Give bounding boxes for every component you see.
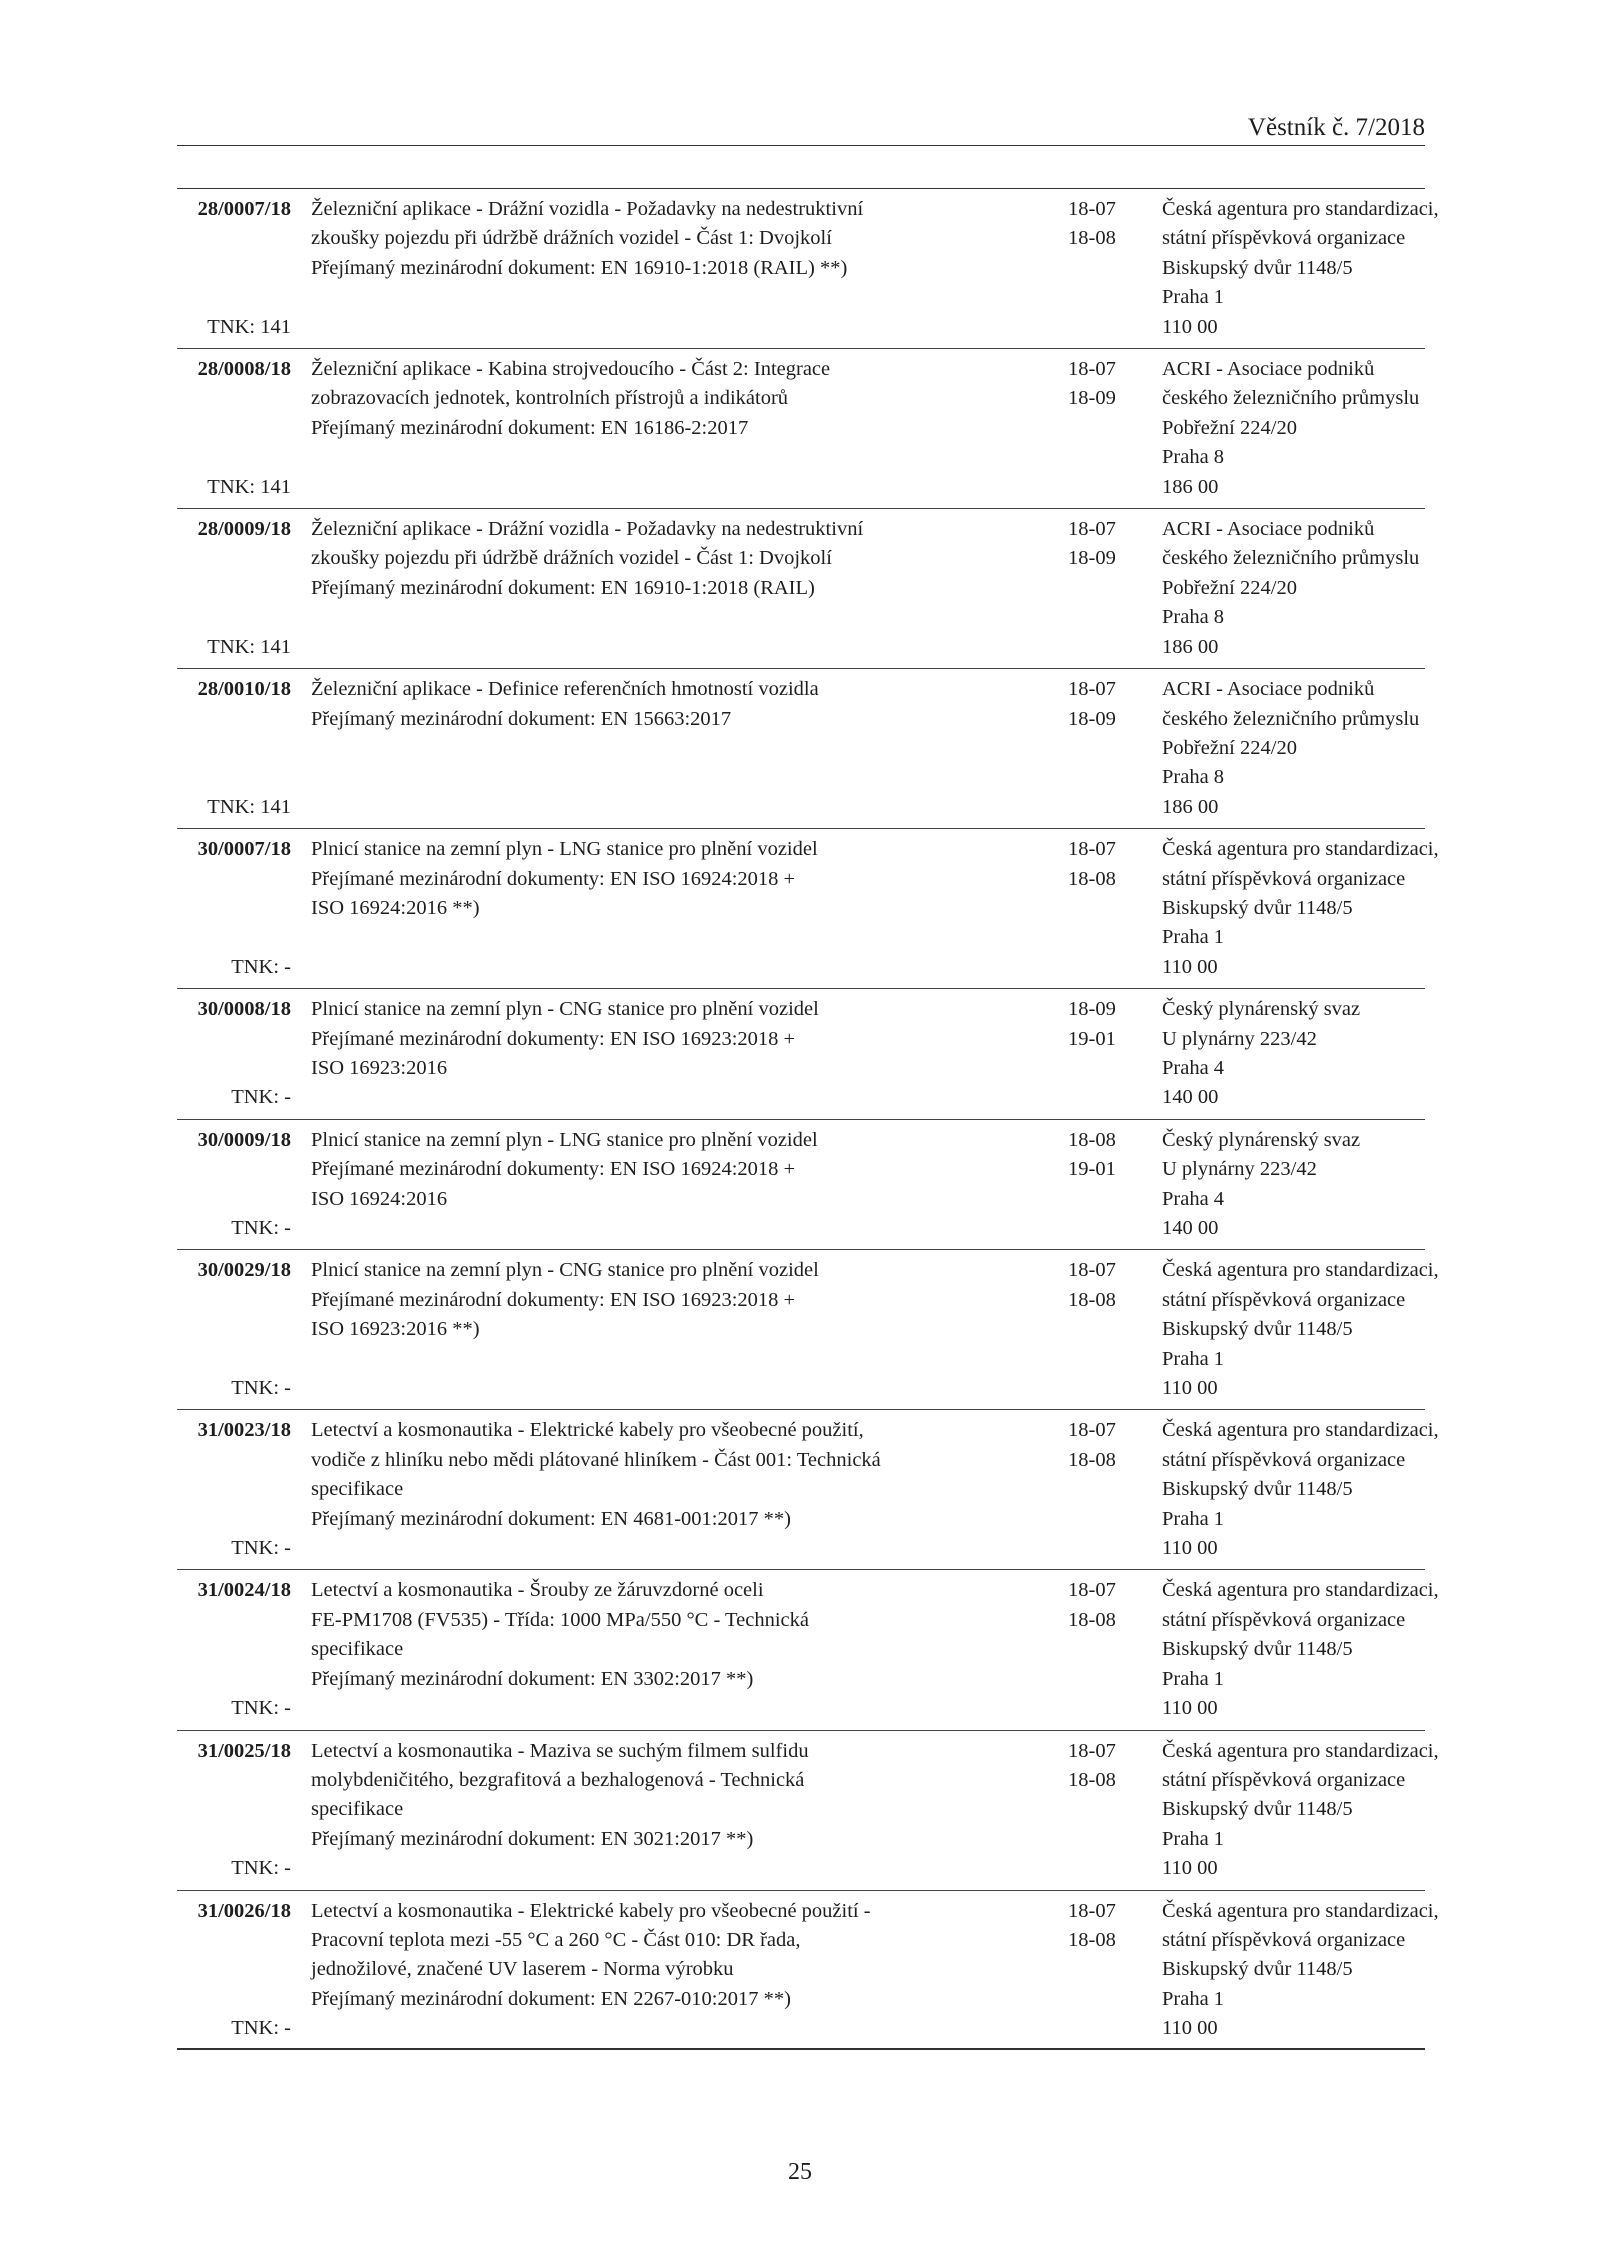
record-title-line: Přejímané mezinárodní dokumenty: EN ISO 16923:2018 + — [311, 1027, 796, 1050]
record-org-line: Praha 8 — [1162, 766, 1225, 789]
record-org-line: státní příspěvková organizace — [1162, 1448, 1406, 1471]
record-org-line: Pobřežní 224/20 — [1162, 736, 1297, 759]
record-org-line: státní příspěvková organizace — [1162, 867, 1406, 890]
record-org-line: 110 00 — [1162, 1697, 1218, 1720]
record-date: 18-08 — [1068, 227, 1116, 250]
page-header — [177, 114, 1425, 146]
record-title-line: ISO 16923:2016 **) — [311, 1318, 480, 1341]
record-title-line: Přejímaný mezinárodní dokument: EN 15663:2017 — [311, 707, 732, 730]
record-title — [291, 835, 1048, 982]
record-date: 18-07 — [1068, 1259, 1116, 1282]
record-org-line: Biskupský dvůr 1148/5 — [1162, 1798, 1353, 1821]
record-title — [291, 355, 1048, 502]
record-title-line: Přejímaný mezinárodní dokument: EN 3302:2017 **) — [311, 1667, 754, 1690]
record-id-cell — [177, 1126, 291, 1244]
record-id-cell — [177, 355, 291, 502]
record-date: 18-08 — [1068, 1928, 1116, 1951]
record-title — [291, 1897, 1048, 2044]
record-date: 18-07 — [1068, 1899, 1116, 1922]
record-org-line: Praha 1 — [1162, 1827, 1225, 1850]
record-title-line: Letectví a kosmonautika - Maziva se suchým filmem sulfidu — [311, 1739, 809, 1762]
record-title-line: Přejímané mezinárodní dokumenty: EN ISO 16924:2018 + — [311, 1158, 796, 1181]
record-id-cell — [177, 1256, 291, 1403]
record-org-line: Český plynárenský svaz — [1162, 1128, 1361, 1151]
record-organization — [1157, 1737, 1439, 1884]
record-row — [177, 1250, 1439, 1410]
record-org-line: Česká agentura pro standardizaci, — [1162, 1579, 1439, 1602]
record-org-line: Praha 4 — [1162, 1187, 1225, 1210]
record-title-line: zobrazovacích jednotek, kontrolních přístrojů a indikátorů — [311, 387, 789, 410]
record-row — [177, 1891, 1439, 2048]
record-row — [177, 1410, 1439, 1570]
record-org-line: 186 00 — [1162, 795, 1219, 818]
record-date: 18-07 — [1068, 1579, 1116, 1602]
record-title-line: Železniční aplikace - Definice referenčních hmotností vozidla — [311, 678, 819, 701]
record-dates — [1048, 1256, 1157, 1403]
record-org-line: Česká agentura pro standardizaci, — [1162, 1899, 1439, 1922]
record-title-line: Plnicí stanice na zemní plyn - CNG stanice pro plnění vozidel — [311, 998, 819, 1021]
record-org-line: ACRI - Asociace podniků — [1162, 518, 1375, 541]
record-date: 18-07 — [1068, 358, 1116, 381]
record-dates — [1048, 355, 1157, 502]
record-title-line: Železniční aplikace - Drážní vozidla - Požadavky na nedestruktivní — [311, 198, 864, 220]
record-org-line: U plynárny 223/42 — [1162, 1027, 1317, 1050]
record-title — [291, 1416, 1048, 1563]
record-date: 19-01 — [1068, 1158, 1116, 1181]
record-title-line: Železniční aplikace - Kabina strojvedoucího - Část 2: Integrace — [311, 358, 831, 381]
record-dates — [1048, 1416, 1157, 1563]
record-title-line: Přejímaný mezinárodní dokument: EN 16186-2:2017 — [311, 416, 749, 439]
record-dates — [1048, 675, 1157, 822]
record-title-line: Přejímaný mezinárodní dokument: EN 4681-001:2017 **) — [311, 1507, 791, 1530]
record-org-line: Praha 4 — [1162, 1056, 1225, 1079]
record-organization — [1157, 835, 1439, 982]
publication-title: Věstník č. 7/2018 — [1247, 114, 1425, 141]
record-title-line: ISO 16924:2016 — [311, 1187, 448, 1210]
record-row — [177, 189, 1439, 349]
record-org-line: 110 00 — [1162, 2017, 1218, 2040]
record-org-line: Biskupský dvůr 1148/5 — [1162, 1638, 1353, 1661]
record-tnk: TNK: - — [231, 2017, 291, 2040]
record-row — [177, 509, 1425, 669]
record-number: 30/0009/18 — [197, 1128, 291, 1151]
record-dates — [1048, 1576, 1157, 1723]
record-title — [291, 995, 1048, 1113]
record-title-line: Železniční aplikace - Drážní vozidla - Požadavky na nedestruktivní — [311, 518, 864, 541]
record-date: 18-07 — [1068, 678, 1116, 701]
record-number: 30/0029/18 — [197, 1259, 291, 1282]
record-org-line: Praha 1 — [1162, 1507, 1225, 1530]
record-org-line: Pobřežní 224/20 — [1162, 576, 1297, 599]
record-org-line: 110 00 — [1162, 1377, 1218, 1400]
record-organization — [1157, 675, 1425, 822]
record-date: 18-08 — [1068, 1128, 1116, 1151]
record-id-cell — [177, 1576, 291, 1723]
record-date: 18-07 — [1068, 838, 1116, 861]
record-title — [291, 1576, 1048, 1723]
record-org-line: Praha 1 — [1162, 1347, 1225, 1370]
record-number: 31/0023/18 — [197, 1419, 291, 1442]
record-org-line: Česká agentura pro standardizaci, — [1162, 198, 1439, 220]
record-title-line: Letectví a kosmonautika - Elektrické kabely pro všeobecné použití - — [311, 1899, 871, 1922]
record-title-line: Letectví a kosmonautika - Šrouby ze žáruvzdorné oceli — [311, 1579, 764, 1602]
record-date: 18-08 — [1068, 1768, 1116, 1791]
record-row — [177, 669, 1425, 829]
record-org-line: Praha 1 — [1162, 286, 1225, 309]
record-organization — [1157, 1126, 1425, 1244]
record-date: 18-07 — [1068, 198, 1116, 220]
record-organization — [1157, 1897, 1439, 2044]
record-org-line: ACRI - Asociace podniků — [1162, 358, 1375, 381]
record-row — [177, 349, 1425, 509]
record-date: 18-08 — [1068, 867, 1116, 890]
record-title-line: Pracovní teplota mezi -55 °C a 260 °C - Část 010: DR řada, — [311, 1928, 801, 1951]
record-id-cell — [177, 675, 291, 822]
record-title-line: Plnicí stanice na zemní plyn - LNG stanice pro plnění vozidel — [311, 1128, 818, 1151]
record-number: 28/0008/18 — [197, 358, 291, 381]
record-title-line: specifikace — [311, 1478, 404, 1501]
record-title-line: Přejímaný mezinárodní dokument: EN 2267-010:2017 **) — [311, 1987, 791, 2010]
record-tnk: TNK: - — [231, 1857, 291, 1880]
record-org-line: Česká agentura pro standardizaci, — [1162, 1739, 1439, 1762]
record-title-line: specifikace — [311, 1798, 404, 1821]
record-tnk: TNK: - — [231, 955, 291, 978]
record-org-line: Praha 1 — [1162, 926, 1225, 949]
record-dates — [1048, 835, 1157, 982]
record-number: 28/0010/18 — [197, 678, 291, 701]
record-tnk: TNK: 141 — [207, 795, 291, 818]
record-title — [291, 515, 1048, 662]
record-dates — [1048, 1897, 1157, 2044]
record-title-line: Plnicí stanice na zemní plyn - LNG stanice pro plnění vozidel — [311, 838, 818, 861]
record-date: 18-08 — [1068, 1288, 1116, 1311]
record-org-line: 110 00 — [1162, 1857, 1218, 1880]
record-title-line: zkoušky pojezdu při údržbě drážních vozidel - Část 1: Dvojkolí — [311, 227, 832, 250]
record-org-line: Biskupský dvůr 1148/5 — [1162, 1478, 1353, 1501]
record-org-line: Pobřežní 224/20 — [1162, 416, 1297, 439]
record-org-line: státní příspěvková organizace — [1162, 1768, 1406, 1791]
record-date: 18-09 — [1068, 707, 1116, 730]
record-tnk: TNK: 141 — [207, 635, 291, 658]
record-org-line: ACRI - Asociace podniků — [1162, 678, 1375, 701]
record-id-cell — [177, 835, 291, 982]
record-id-cell — [177, 995, 291, 1113]
record-title-line: Plnicí stanice na zemní plyn - CNG stanice pro plnění vozidel — [311, 1259, 819, 1282]
record-tnk: TNK: 141 — [207, 475, 291, 498]
record-org-line: Český plynárenský svaz — [1162, 998, 1361, 1021]
record-number: 30/0007/18 — [197, 838, 291, 861]
record-organization — [1157, 995, 1425, 1113]
record-org-line: Praha 1 — [1162, 1987, 1225, 2010]
page-number: 25 — [788, 2159, 812, 2185]
record-row — [177, 1570, 1439, 1730]
record-organization — [1157, 515, 1425, 662]
record-org-line: českého železničního průmyslu — [1162, 547, 1420, 570]
record-org-line: U plynárny 223/42 — [1162, 1158, 1317, 1181]
record-date: 18-09 — [1068, 998, 1116, 1021]
record-title-line: ISO 16924:2016 **) — [311, 896, 480, 919]
record-org-line: Česká agentura pro standardizaci, — [1162, 1259, 1439, 1282]
record-org-line: 110 00 — [1162, 1537, 1218, 1560]
record-number: 31/0024/18 — [197, 1579, 291, 1602]
record-id-cell — [177, 1416, 291, 1563]
record-org-line: Biskupský dvůr 1148/5 — [1162, 256, 1353, 279]
record-org-line: českého železničního průmyslu — [1162, 707, 1420, 730]
record-title-line: Přejímaný mezinárodní dokument: EN 16910-1:2018 (RAIL) **) — [311, 256, 848, 279]
record-date: 19-01 — [1068, 1027, 1116, 1050]
record-date: 18-09 — [1068, 547, 1116, 570]
record-org-line: Praha 1 — [1162, 1667, 1225, 1690]
record-id-cell — [177, 515, 291, 662]
record-title — [291, 1126, 1048, 1244]
record-tnk: TNK: - — [231, 1697, 291, 1720]
record-date: 18-07 — [1068, 518, 1116, 541]
record-date: 18-08 — [1068, 1448, 1116, 1471]
record-title-line: specifikace — [311, 1638, 404, 1661]
record-id-cell — [177, 1737, 291, 1884]
record-number: 31/0026/18 — [197, 1899, 291, 1922]
record-tnk: TNK: - — [231, 1086, 291, 1109]
record-org-line: 186 00 — [1162, 475, 1219, 498]
record-dates — [1048, 195, 1157, 342]
record-tnk: TNK: - — [231, 1377, 291, 1400]
record-title-line: Přejímané mezinárodní dokumenty: EN ISO 16924:2018 + — [311, 867, 796, 890]
record-org-line: státní příspěvková organizace — [1162, 1288, 1406, 1311]
record-org-line: 140 00 — [1162, 1086, 1219, 1109]
record-row — [177, 1120, 1425, 1251]
record-title-line: Přejímané mezinárodní dokumenty: EN ISO 16923:2018 + — [311, 1288, 796, 1311]
record-org-line: státní příspěvková organizace — [1162, 1608, 1406, 1631]
record-tnk: TNK: - — [231, 1537, 291, 1560]
record-org-line: Praha 8 — [1162, 606, 1225, 629]
record-org-line: českého železničního průmyslu — [1162, 387, 1420, 410]
record-title-line: jednožilové, značené UV laserem - Norma výrobku — [311, 1958, 734, 1981]
record-id-cell — [177, 195, 291, 342]
record-id-cell — [177, 1897, 291, 2044]
record-title — [291, 675, 1048, 822]
record-row — [177, 989, 1425, 1120]
record-organization — [1157, 1256, 1439, 1403]
record-title-line: zkoušky pojezdu při údržbě drážních vozidel - Část 1: Dvojkolí — [311, 547, 832, 570]
record-org-line: Biskupský dvůr 1148/5 — [1162, 1958, 1353, 1981]
record-org-line: Biskupský dvůr 1148/5 — [1162, 896, 1353, 919]
record-org-line: 110 00 — [1162, 955, 1218, 978]
record-number: 28/0007/18 — [197, 198, 291, 220]
records-table — [177, 188, 1439, 2050]
record-dates — [1048, 1737, 1157, 1884]
record-title — [291, 1737, 1048, 1884]
record-title — [291, 1256, 1048, 1403]
record-org-line: 186 00 — [1162, 635, 1219, 658]
record-organization — [1157, 1576, 1439, 1723]
record-number: 28/0009/18 — [197, 518, 291, 541]
record-title — [291, 195, 1048, 342]
record-tnk: TNK: - — [231, 1217, 291, 1239]
record-organization — [1157, 355, 1425, 502]
record-date: 18-07 — [1068, 1419, 1116, 1442]
record-date: 18-07 — [1068, 1739, 1116, 1762]
record-date: 18-08 — [1068, 1608, 1116, 1631]
record-title-line: Přejímaný mezinárodní dokument: EN 3021:2017 **) — [311, 1827, 754, 1850]
record-row — [177, 1731, 1439, 1891]
record-title-line: vodiče z hliníku nebo mědi plátované hliníkem - Část 001: Technická — [311, 1448, 881, 1471]
record-number: 30/0008/18 — [197, 998, 291, 1021]
record-title-line: ISO 16923:2016 — [311, 1056, 448, 1079]
record-date: 18-09 — [1068, 387, 1116, 410]
record-org-line: 110 00 — [1162, 315, 1218, 338]
record-dates — [1048, 1126, 1157, 1244]
record-org-line: Česká agentura pro standardizaci, — [1162, 838, 1439, 861]
record-org-line: Česká agentura pro standardizaci, — [1162, 1419, 1439, 1442]
record-organization — [1157, 195, 1439, 342]
record-org-line: státní příspěvková organizace — [1162, 1928, 1406, 1951]
record-title-line: Letectví a kosmonautika - Elektrické kabely pro všeobecné použití, — [311, 1419, 864, 1442]
record-dates — [1048, 995, 1157, 1113]
record-dates — [1048, 515, 1157, 662]
record-title-line: molybdeničitého, bezgrafitová a bezhalogenová - Technická — [311, 1768, 805, 1791]
record-title-line: Přejímaný mezinárodní dokument: EN 16910-1:2018 (RAIL) — [311, 576, 815, 599]
record-row — [177, 829, 1439, 989]
record-org-line: Praha 8 — [1162, 446, 1225, 469]
record-number: 31/0025/18 — [197, 1739, 291, 1762]
record-tnk: TNK: 141 — [207, 315, 291, 338]
record-organization — [1157, 1416, 1439, 1563]
record-org-line: státní příspěvková organizace — [1162, 227, 1406, 250]
record-org-line: Biskupský dvůr 1148/5 — [1162, 1318, 1353, 1341]
record-org-line: 140 00 — [1162, 1217, 1219, 1239]
record-title-line: FE-PM1708 (FV535) - Třída: 1000 MPa/550 °C - Technická — [311, 1608, 809, 1631]
